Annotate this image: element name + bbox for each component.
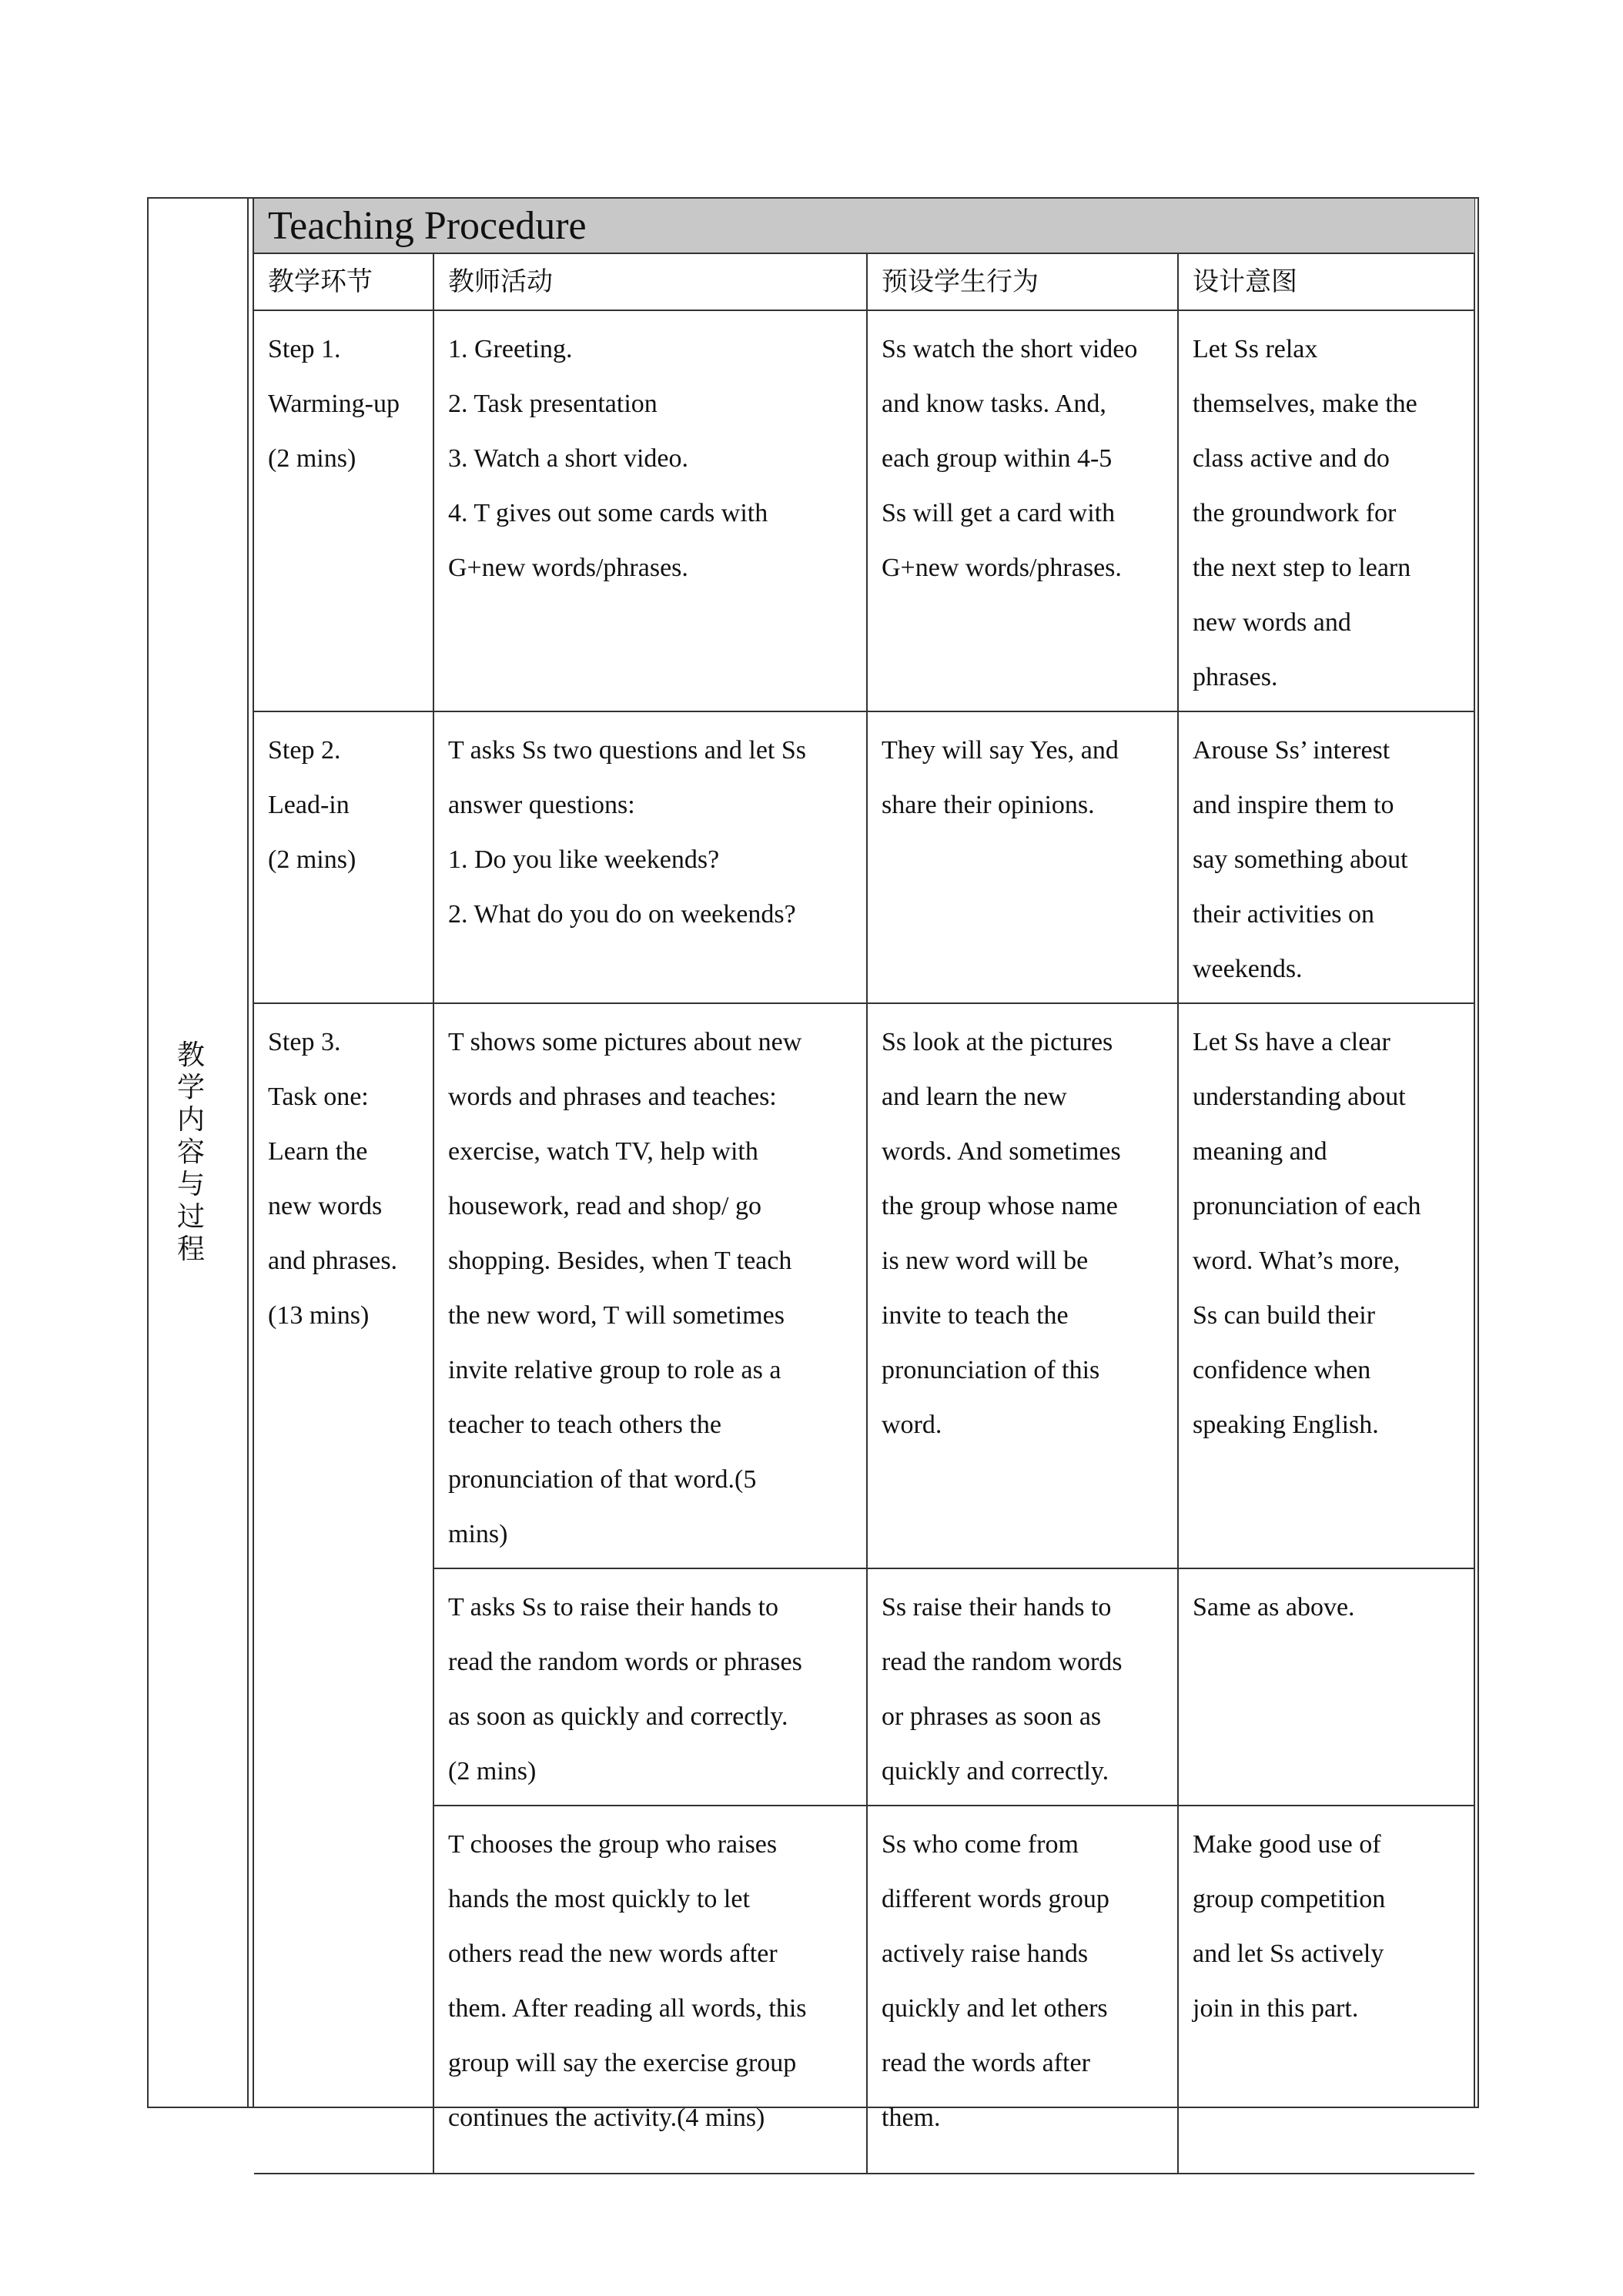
- table-row-step3-b: [254, 1568, 1474, 1806]
- text-line: Ss raise their hands to: [882, 1593, 1112, 1622]
- teacher-activity-cell: [433, 1568, 867, 1806]
- text-line: T asks Ss to raise their hands to: [448, 1593, 779, 1622]
- text-line: mins): [448, 1520, 508, 1548]
- text-line: Ss who come from: [882, 1830, 1079, 1859]
- teacher-activity-cell: [433, 310, 867, 711]
- text-line: each group within 4-5: [882, 444, 1113, 473]
- text-line: and know tasks. And,: [882, 390, 1106, 418]
- text-line: 2. What do you do on weekends?: [448, 900, 796, 929]
- text-line: (2 mins): [268, 845, 356, 874]
- design-intent-cell: [1178, 1806, 1474, 2174]
- text-line: quickly and let others: [882, 1994, 1108, 2023]
- text-line: Learn the: [268, 1137, 368, 1166]
- text-line: the group whose name: [882, 1192, 1118, 1220]
- text-line: and let Ss actively: [1193, 1940, 1384, 1968]
- text-line: T chooses the group who raises: [448, 1830, 778, 1859]
- text-line: speaking English.: [1193, 1411, 1379, 1439]
- text-line: them. After reading all words, this: [448, 1994, 807, 2023]
- text-line: word.: [882, 1411, 942, 1439]
- text-line: group competition: [1193, 1885, 1386, 1913]
- text-line: join in this part.: [1193, 1994, 1359, 2023]
- text-line: Let Ss have a clear: [1193, 1028, 1390, 1056]
- text-line: quickly and correctly.: [882, 1757, 1109, 1786]
- text-line: phrases.: [1193, 663, 1278, 691]
- text-line: answer questions:: [448, 791, 635, 819]
- text-line: pronunciation of each: [1193, 1192, 1421, 1220]
- text-line: housework, read and shop/ go: [448, 1192, 761, 1220]
- text-line: Same as above.: [1193, 1593, 1355, 1622]
- text-line: different words group: [882, 1885, 1109, 1913]
- teacher-activity-cell: [433, 711, 867, 1003]
- text-line: share their opinions.: [882, 791, 1095, 819]
- student-behavior-cell: [867, 711, 1178, 1003]
- table-row-step3-c: [254, 1806, 1474, 2174]
- text-line: They will say Yes, and: [882, 736, 1119, 765]
- text-line: exercise, watch TV, help with: [448, 1137, 758, 1166]
- header-design-intent: 设计意图: [1178, 254, 1474, 310]
- text-line: shopping. Besides, when T teach: [448, 1247, 792, 1275]
- text-line: continues the activity.(4 mins): [448, 2104, 765, 2132]
- text-line: read the random words or phrases: [448, 1648, 802, 1676]
- text-line: Make good use of: [1193, 1830, 1381, 1859]
- text-line: and learn the new: [882, 1083, 1067, 1111]
- text-line: say something about: [1193, 845, 1408, 874]
- text-line: new words and: [1193, 608, 1351, 637]
- text-line: T shows some pictures about new: [448, 1028, 802, 1056]
- text-line: and phrases.: [268, 1247, 398, 1275]
- stage-cell: [254, 711, 433, 1003]
- text-line: Ss watch the short video: [882, 335, 1138, 363]
- text-line: hands the most quickly to let: [448, 1885, 750, 1913]
- student-behavior-cell: [867, 310, 1178, 711]
- text-line: Step 1.: [268, 335, 341, 363]
- text-line: group will say the exercise group: [448, 2049, 797, 2077]
- text-line: (2 mins): [448, 1757, 537, 1786]
- text-line: class active and do: [1193, 444, 1390, 473]
- text-line: invite to teach the: [882, 1301, 1069, 1330]
- table-row-step2: [254, 711, 1474, 1003]
- text-line: Warming-up: [268, 390, 400, 418]
- text-line: the groundwork for: [1193, 499, 1397, 527]
- text-line: is new word will be: [882, 1247, 1089, 1275]
- table-row-step3-a: [254, 1003, 1474, 1568]
- text-line: 2. Task presentation: [448, 390, 658, 418]
- text-line: their activities on: [1193, 900, 1375, 929]
- text-line: word. What’s more,: [1193, 1247, 1400, 1275]
- text-line: Task one:: [268, 1083, 369, 1111]
- design-intent-cell: [1178, 711, 1474, 1003]
- text-line: G+new words/phrases.: [448, 554, 688, 582]
- text-line: them.: [882, 2104, 941, 2132]
- text-line: (13 mins): [268, 1301, 370, 1330]
- text-line: or phrases as soon as: [882, 1702, 1102, 1731]
- stage-cell: [254, 310, 433, 711]
- text-line: the next step to learn: [1193, 554, 1411, 582]
- procedure-table: [254, 254, 1474, 2174]
- design-intent-cell: [1178, 310, 1474, 711]
- design-intent-cell: [1178, 1003, 1474, 1568]
- text-line: read the words after: [882, 2049, 1090, 2077]
- text-line: 1. Do you like weekends?: [448, 845, 720, 874]
- text-line: T asks Ss two questions and let Ss: [448, 736, 807, 765]
- header-stage: 教学环节: [254, 254, 433, 310]
- teacher-activity-cell: [433, 1003, 867, 1568]
- text-line: Arouse Ss’ interest: [1193, 736, 1390, 765]
- text-line: themselves, make the: [1193, 390, 1417, 418]
- text-line: 4. T gives out some cards with: [448, 499, 768, 527]
- header-row: [254, 254, 1474, 310]
- text-line: confidence when: [1193, 1356, 1371, 1384]
- text-line: G+new words/phrases.: [882, 554, 1122, 582]
- text-line: the new word, T will sometimes: [448, 1301, 785, 1330]
- text-line: as soon as quickly and correctly.: [448, 1702, 788, 1731]
- text-line: teacher to teach others the: [448, 1411, 721, 1439]
- text-line: Ss can build their: [1193, 1301, 1376, 1330]
- text-line: Ss look at the pictures: [882, 1028, 1113, 1056]
- text-line: pronunciation of that word.(5: [448, 1465, 757, 1494]
- text-line: understanding about: [1193, 1083, 1406, 1111]
- text-line: and inspire them to: [1193, 791, 1394, 819]
- text-line: 3. Watch a short video.: [448, 444, 689, 473]
- design-intent-cell: [1178, 1568, 1474, 1806]
- teacher-activity-cell: [433, 1806, 867, 2174]
- text-line: weekends.: [1193, 955, 1303, 983]
- text-line: Step 3.: [268, 1028, 341, 1056]
- student-behavior-cell: [867, 1568, 1178, 1806]
- text-line: words. And sometimes: [882, 1137, 1121, 1166]
- student-behavior-cell: [867, 1806, 1178, 2174]
- stage-cell: [254, 1003, 433, 2174]
- text-line: words and phrases and teaches:: [448, 1083, 777, 1111]
- header-student-behavior: 预设学生行为: [867, 254, 1178, 310]
- text-line: new words: [268, 1192, 383, 1220]
- text-line: pronunciation of this: [882, 1356, 1100, 1384]
- text-line: 1. Greeting.: [448, 335, 573, 363]
- text-line: invite relative group to role as a: [448, 1356, 781, 1384]
- section-title: Teaching Procedure: [268, 204, 587, 248]
- header-teacher-activity: 教师活动: [433, 254, 867, 310]
- section-banner: [254, 199, 1474, 254]
- text-line: meaning and: [1193, 1137, 1327, 1166]
- table-row-step1: [254, 310, 1474, 711]
- student-behavior-cell: [867, 1003, 1178, 1568]
- text-line: Let Ss relax: [1193, 335, 1318, 363]
- side-label: 教学内容与过程: [176, 1039, 205, 1265]
- text-line: read the random words: [882, 1648, 1123, 1676]
- text-line: (2 mins): [268, 444, 356, 473]
- text-line: others read the new words after: [448, 1940, 778, 1968]
- text-line: Lead-in: [268, 791, 350, 819]
- text-line: Step 2.: [268, 736, 341, 765]
- text-line: actively raise hands: [882, 1940, 1089, 1968]
- text-line: Ss will get a card with: [882, 499, 1116, 527]
